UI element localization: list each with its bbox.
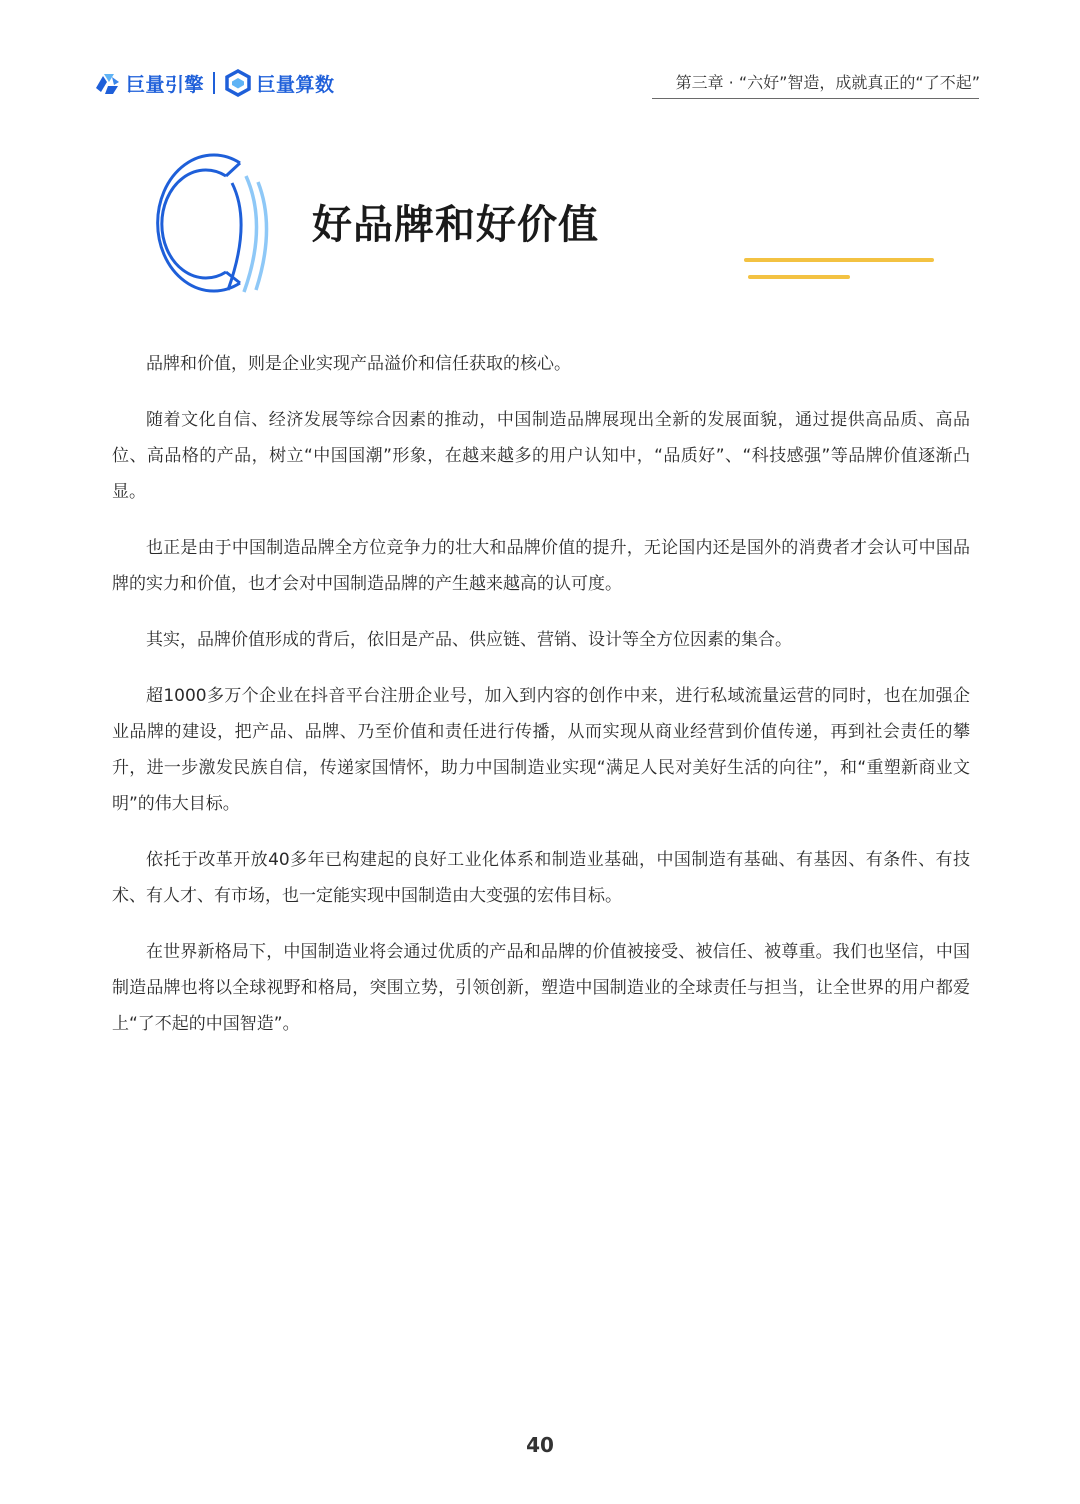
juliang-engine-logo-icon xyxy=(92,68,122,98)
juliang-suanshu-logo-icon xyxy=(223,68,253,98)
brand-logos xyxy=(92,66,335,100)
section-title: 好品牌和好价值 xyxy=(312,202,599,248)
logo-left-text: 巨量引擎 xyxy=(126,73,205,96)
body-paragraph: 随着文化自信、经济发展等综合因素的推动，中国制造品牌展现出全新的发展面貌，通过提供高品质、高品位、高品格的产品，树立“中国国潮”形象，在越来越多的用户认知中，“品质好”、“科技感强”等品牌价值逐渐凸显。 xyxy=(112,410,970,502)
body-paragraph: 其实，品牌价值形成的背后，依旧是产品、供应链、营销、设计等全方位因素的集合。 xyxy=(146,630,792,650)
body-paragraph: 在世界新格局下，中国制造业将会通过优质的产品和品牌的价值被接受、被信任、被尊重。我们也坚信，中国制造品牌也将以全球视野和格局，突围立势，引领创新，塑造中国制造业的全球责任与担当，让全世界的用户都爱上“了不起的中国智造”。 xyxy=(112,942,970,1034)
chapter-title: 第三章 · “六好”智造，成就真正的“了不起” xyxy=(675,73,980,92)
logo-divider xyxy=(213,72,215,94)
title-accent-line-short xyxy=(748,275,850,279)
c-arc-emblem-icon xyxy=(148,150,278,310)
page-header xyxy=(0,0,1080,110)
page-number: 40 xyxy=(526,1433,554,1457)
title-accent-line-long xyxy=(744,258,934,262)
body-paragraph: 超1000多万个企业在抖音平台注册企业号，加入到内容的创作中来，进行私域流量运营的同时，也在加强企业品牌的建设，把产品、品牌、乃至价值和责任进行传播，从而实现从商业经营到价值传递，再到社会责任的攀升，进一步激发民族自信，传递家国情怀，助力中国制造业实现“满足人民对美好生活的向往”，和“重塑新商业文明”的伟大目标。 xyxy=(112,686,970,814)
body-text xyxy=(112,346,970,1062)
logo-right-text: 巨量算数 xyxy=(256,73,335,96)
chapter-rule-divider xyxy=(652,98,979,99)
body-paragraph: 也正是由于中国制造品牌全方位竞争力的壮大和品牌价值的提升，无论国内还是国外的消费者才会认可中国品牌的实力和价值，也才会对中国制造品牌的产生越来越高的认可度。 xyxy=(112,538,970,594)
body-paragraph: 品牌和价值，则是企业实现产品溢价和信任获取的核心。 xyxy=(146,354,571,374)
body-paragraph: 依托于改革开放40多年已构建起的良好工业化体系和制造业基础，中国制造有基础、有基因、有条件、有技术、有人才、有市场，也一定能实现中国制造由大变强的宏伟目标。 xyxy=(112,850,970,906)
